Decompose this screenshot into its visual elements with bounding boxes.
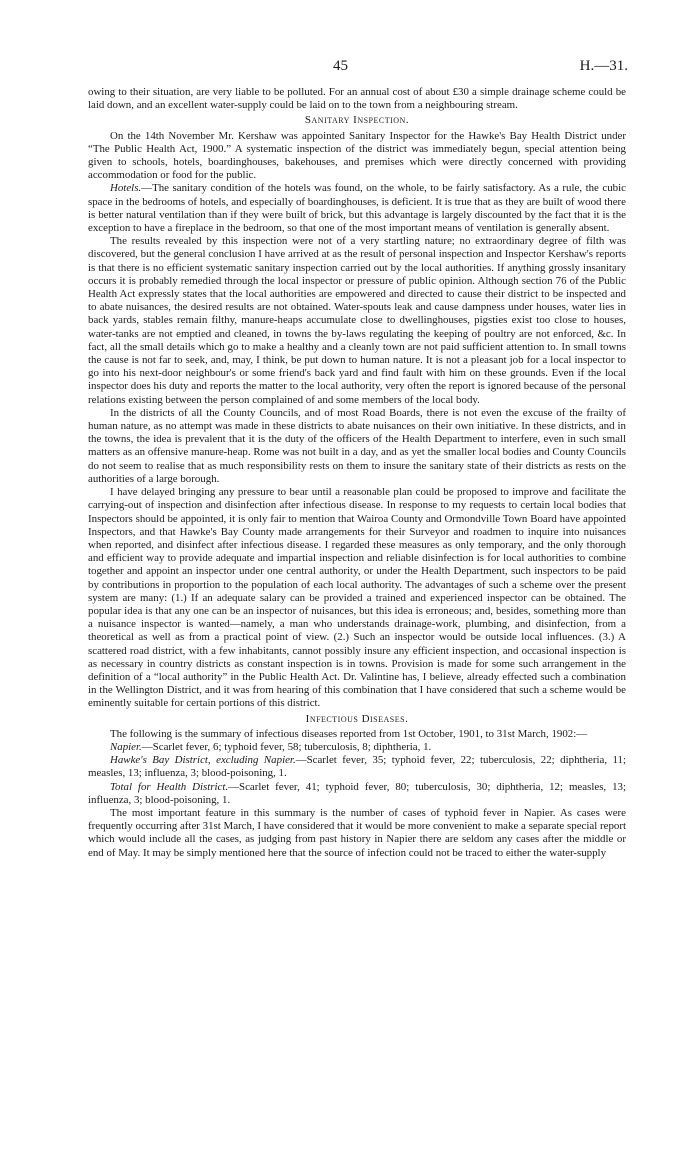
sanitary-paragraph-1: On the 14th November Mr. Kershaw was appointed Sanitary Inspector for the Hawke's Bay Health District under “The Public Health Act, 1900.” A systematic inspection of the district was immediately begun, special attention being given to schools, hotels, boardinghouses, bakehouses, and premises which were directly concerned with providing accommodation or food for the public. — [88, 129, 626, 182]
napier-paragraph — [88, 741, 626, 754]
document-reference: H.—31. — [579, 58, 628, 74]
body-text — [88, 86, 626, 860]
total-paragraph — [88, 781, 626, 807]
napier-label: Napier. — [110, 740, 142, 753]
hawkes-bay-label: Hawke's Bay District, excluding Napier. — [110, 754, 296, 767]
summary-paragraph: The following is the summary of infectious diseases reported from 1st October, 1901, to 31st March, 1902:— — [110, 727, 588, 740]
delayed-paragraph: I have delayed bringing any pressure to bear until a reasonable plan could be proposed to improve and facilitate the carrying-out of inspection and disinfection after infectious disease. In response to my requests to certain local bodies that Inspectors should be appointed, it is only fair to mention that Wairoa County and Ormondville Town Board have appointed Inspectors, and that Hawke's Bay County made arrangements for their Surveyor and roadmen to inquire into nuisances when reported, and disinfect after infectious disease. I regarded these measures as only temporary, and the only thorough and efficient way to provide adequate and impartial inspection and reliable disinfection is for local authorities to combine together and appoint an inspector under one central authority, or under the Health Department, such inspectors to be paid by contributions in proportion to the population of each local authority. The advantages of such a scheme over the present system are many: (1.) If an adequate salary can be provided a trained and experienced inspector can be obtained. The popular idea is that any one can be an inspector of nuisances, but this idea is erroneous; and, besides, something more than a nuisance inspector is wanted—namely, a man who understands drainage-work, plumbing, and disinfection, from a theoretical as well as from a practical point of view. (2.) Such an inspector would be outside local influences. (3.) A scattered road district, with a few inhabitants, cannot possibly insure any efficient inspection, and occasional inspection is as necessary in country districts as constant inspection is in towns. Provision is made for some such arrangement in the definition of a “local authority” in the Public Health Act. Dr. Valintine has, I believe, already effected such a combination in the Wellington District, and it was from hearing of this combination that I have considered that such a scheme would be eminently suitable for certain portions of this district. — [88, 486, 626, 710]
napier-text: —Scarlet fever, 6; typhoid fever, 58; tuberculosis, 8; diphtheria, 1. — [141, 740, 432, 753]
results-paragraph: The results revealed by this inspection were not of a very startling nature; no extraordinary degree of filth was discovered, but the general conclusion I have arrived at as the result of personal inspection and Inspector Kershaw's reports is that there is no efficient systematic sanitary inspection carried out by the local authorities. If anything grossly insanitary occurs it is probably remedied through the local inspector or pressure of public opinion. Although section 76 of the Public Health Act expressly states that the local authorities are empowered and directed to cause their district to be inspected and to abate nuisances, the desired results are not obtained. Water-spouts leak and cause dampness under houses, water lies in back yards, stables remain filthy, manure-heaps accumulate close to dwellinghouses, pigsties exist too close to houses, water-tanks are not emptied and cleaned, in towns the by-laws regulating the keeping of poultry are not enforced, &c. In fact, all the small details which go to make a healthy and a cleanly town are not paid sufficient attention to. In small towns the cause is not far to seek, and, may, I think, be put down to human nature. It is not a pleasant job for a local inspector to go into his next-door neighbour's or some friend's back yard and find fault with him on these grounds. Even if the local inspector does his duty and reports the matter to the local authority, very often the report is ignored because of the personal relations existing between the person complained of and some members of the local body. — [88, 235, 626, 406]
page-header — [0, 58, 700, 78]
hawkes-bay-text: —Scarlet fever, 35; typhoid fever, 22; tuberculosis, 22; diphtheria, 11; measles, 13; influenza, 3; blood-poisoning, 1. — [88, 754, 627, 780]
page-number: 45 — [333, 58, 348, 74]
important-feature-paragraph: The most important feature in this summary is the number of cases of typhoid fever in Napier. As cases were frequently occurring after 31st March, I have considered that it would be more convenient to make a separate special report which would include all the cases, as judging from past history in Napier there are seldom any cases after the middle or end of May. It may be simply mentioned here that the source of infection could not be traced to either the water-supply — [88, 806, 626, 859]
hotels-label: Hotels. — [110, 182, 142, 195]
total-text: —Scarlet fever, 41; typhoid fever, 80; tuberculosis, 30; diphtheria, 12; measles, 13; influenza, 3; blood-poisoning, 1. — [88, 780, 626, 806]
hotels-paragraph — [88, 182, 626, 235]
intro-paragraph: owing to their situation, are very liable to be polluted. For an annual cost of about £30 a simple drainage scheme could be laid down, and an excellent water-supply could be laid on to the town from a neighbouring stream. — [88, 86, 626, 112]
hotels-text: —The sanitary condition of the hotels was found, on the whole, to be fairly satisfactory. As a rule, the cubic space in the bedrooms of hotels, and especially of boardinghouses, is deficient. It is true that as they are built of wood there is better natural ventilation than if they were built of brick, but this advantage is largely discounted by the fact that it is the exception to have a fireplace in the bedroom, so that one of the most important means of ventilation is generally absent. — [88, 182, 626, 235]
section-heading-infectious: Infectious Diseases. — [305, 712, 409, 725]
districts-paragraph: In the districts of all the County Councils, and of most Road Boards, there is not even the excuse of the frailty of human nature, as no attempt was made in these districts to abate nuisances on their own initiative. In these districts, and in the towns, the idea is prevalent that it is the duty of the officers of the Health Department to interfere, even in such small matters as an offensive manure-heap. Rome was not built in a day, and as yet the smaller local bodies and County Councils do not seem to realise that as much responsibility rests on them to insure the sanitary state of their districts as rests on the authorities of a large borough. — [88, 406, 626, 485]
section-heading-sanitary: Sanitary Inspection. — [304, 114, 410, 127]
total-label: Total for Health District. — [110, 780, 229, 793]
hawkes-bay-paragraph — [88, 754, 626, 780]
